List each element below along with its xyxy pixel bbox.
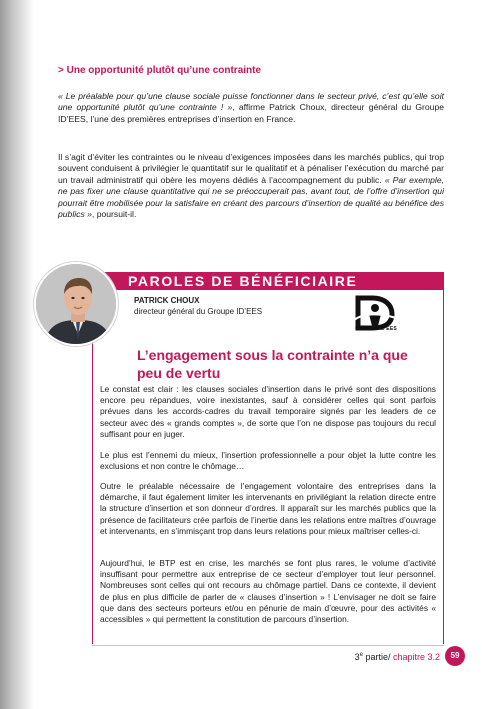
- footer-part-label: partie/: [362, 652, 393, 662]
- person-portrait-icon: [36, 264, 118, 346]
- intro-text-2: Il s’agit d’éviter les contraintes ou le niveau d’exigences imposées dans les marchés publics, qui trop souvent conduisent à privilégier le quantitatif sur le qualitatif et à pénaliser l’exécution du marché par un travail administratif qui obère les moyens dédiés à l’accompagnement du public.: [58, 152, 444, 185]
- testimony-header-title: PAROLES DE BÉNÉFICIAIRE: [128, 273, 358, 289]
- page-edge-band: [0, 0, 34, 709]
- testimony-box-bottom: [92, 640, 444, 646]
- intro-quote-2: « Par exemple, ne pas fixer une clause quantitative qui ne se préoccuperait pas, avant tout, de l’offre d’insertion qui pourrait être mobilisée pour la satisfaire en créant des parcours d’insertion de qualité au bénéfice des publics »: [58, 174, 444, 220]
- intro-quote-1: « Le préalable pour qu’une clause sociale puisse fonctionner dans le secteur privé, c’est qu’elle soit une opportunité plutôt qu’une contrainte ! »: [58, 91, 444, 113]
- testimony-paragraph-2: Le plus est l’ennemi du mieux, l’insertion professionnelle a pour objet la lutte contre les exclusions et non contre le chômage…: [100, 450, 436, 472]
- testimony-title: L’engagement sous la contrainte n’a que peu de vertu: [137, 347, 408, 381]
- testimony-paragraph-1: Le constat est clair : les clauses sociales d’insertion dans le privé sont des dispositions encore peu répandues, voire inexistantes, sauf à considérer celles qui sont parfois prévues dans les accords-cadres du travail temporaire signés par les leaders de ce secteur avec des « grands comptes », de sorte que l’on ne dispose pas toujours du recul suffisant pour en juger.: [100, 384, 436, 439]
- person-photo: [34, 262, 118, 346]
- person-role: directeur général du Groupe ID’EES: [134, 307, 263, 316]
- intro-text-1: , affirme Patrick Choux, directeur général du Groupe ID’EES, l’une des premières entreprises d’insertion en France.: [58, 102, 444, 124]
- testimony-paragraph-4: Aujourd’hui, le BTP est en crise, les marchés se font plus rares, le volume d’activité insuffisant pour permettre aux entreprise de ce secteur d’employer tout leur personnel. Nombreuses sont celles qui ont recours au chômage partiel. Dans ce contexte, il devient de plus en plus difficile de parler de « clauses d’insertion » ! L’envisager ne doit se faire que dans des secteurs porteurs et/ou en pénurie de main d’œuvre, pour des activités « accessibles » qui permettent la constitution de parcours d’insertion.: [100, 558, 436, 625]
- footer-chapter: chapitre 3.2: [392, 652, 440, 662]
- logo-caption: GROUPE ID'EES: [355, 326, 397, 332]
- page-number-badge: 59: [445, 646, 465, 666]
- footer-part-number: 3: [354, 652, 360, 662]
- testimony-paragraph-3: Outre le préalable nécessaire de l’engagement volontaire des entreprises dans la démarche, il faut également limiter les intervenants en privilégiant la relation directe entre la structure d’insertion et son donneur d’ordres. Il apparaît sur les marchés publics que la présence de facilitateurs crée parfois de l’inertie dans les relations entre maîtres d’ouvrage et intervenants, en s’immisçant trop dans leurs relations pour mieux maîtriser celles-ci.: [100, 481, 436, 536]
- footer-part-suffix: e: [359, 652, 363, 658]
- footer-part-chapter: [355, 651, 440, 663]
- person-name: PATRICK CHOUX: [134, 296, 200, 305]
- intro-text-2-end: , poursuit-il.: [91, 209, 137, 220]
- section-heading: > Une opportunité plutôt qu’une contrainte: [58, 65, 262, 76]
- intro-paragraph-2: [58, 152, 444, 220]
- intro-paragraph-1: [58, 91, 444, 125]
